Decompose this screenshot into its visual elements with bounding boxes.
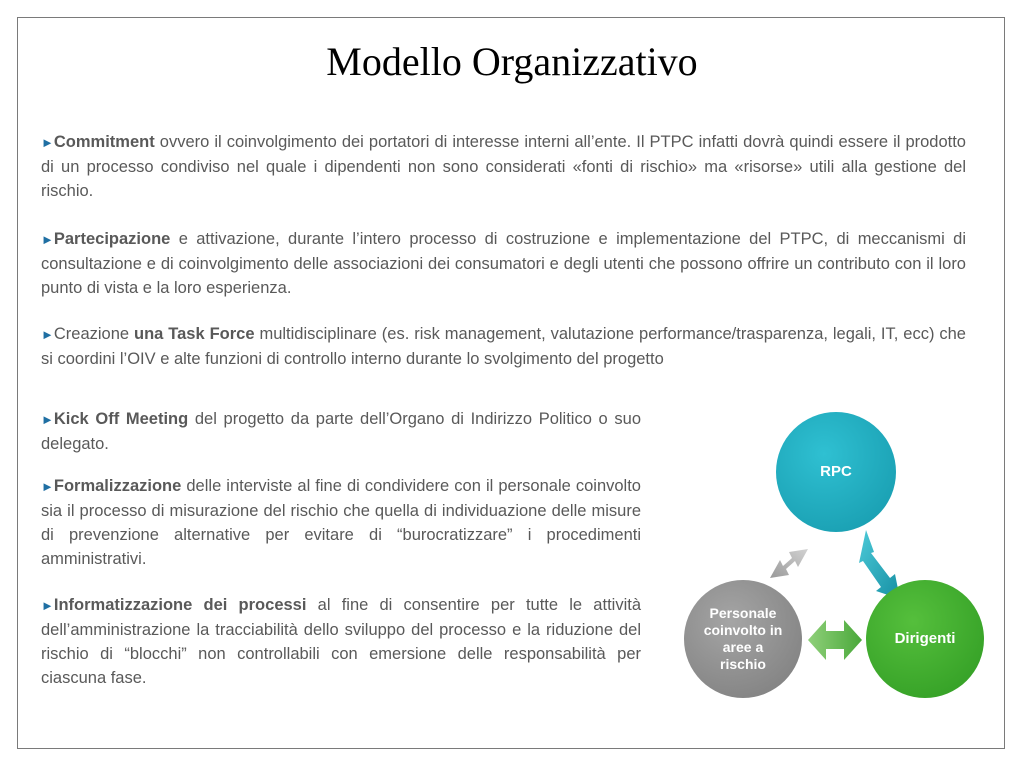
paragraph-text: del progetto da parte dell’Organo di Indirizzo Politico o suo delegato. — [41, 410, 641, 453]
paragraph-text: e attivazione, durante l’intero processo di costruzione e implementazione del PTPC, di meccanismi di consultazione e di coinvolgimento delle associazioni dei consumatori e degli utenti che possono offrire un contributo con il loro punto di vista e la loro esperienza. — [41, 230, 966, 297]
paragraph-bold: Informatizzazione dei processi — [53, 596, 307, 614]
paragraph-bold: una Task Force — [134, 325, 255, 343]
bullet-arrow-icon: ► — [41, 412, 54, 427]
paragraph-pre: Creazione — [53, 325, 135, 343]
bullet-arrow-icon: ► — [41, 327, 54, 342]
node-rpc — [776, 412, 896, 532]
bullet-arrow-icon: ► — [41, 232, 54, 247]
node-dirigenti — [866, 580, 984, 698]
node-label: Personale coinvolto in aree a rischio — [703, 605, 783, 672]
bullet-arrow-icon: ► — [41, 598, 54, 613]
paragraph-bold: Kick Off Meeting — [53, 410, 189, 428]
paragraph-bold: Commitment — [53, 133, 155, 151]
bullet-arrow-icon: ► — [41, 135, 54, 150]
paragraph-bold: Formalizzazione — [53, 477, 182, 495]
node-label: Dirigenti — [894, 630, 956, 647]
node-label: RPC — [820, 463, 852, 480]
bullet-arrow-icon: ► — [41, 479, 54, 494]
page-title: Modello Organizzativo — [326, 39, 698, 84]
node-personale — [684, 580, 802, 698]
paragraph-text: ovvero il coinvolgimento dei portatori di interesse interni all’ente. Il PTPC infatti dovrà quindi essere il prodotto di un processo condiviso nel quale i dipendenti non sono considerati «fonti di rischio» ma «risorse» utili alla gestione del rischio. — [41, 133, 966, 200]
paragraph-bold: Partecipazione — [53, 230, 171, 248]
paragraph-text: al fine di consentire per tutte le attività dell’amministrazione la tracciabilità dello sviluppo del processo e la riduzione del rischio di “blocchi” non controllabili con emersione delle responsabilità per ciascuna fase. — [41, 596, 641, 687]
double-arrow-personale-dirigenti — [808, 620, 862, 660]
paragraph-text: multidisciplinare (es. risk management, valutazione performance/trasparenza, legali, IT, ecc) che si coordini l’OIV e alte funzioni di controllo interno durante lo svolgimento del progetto — [41, 325, 966, 368]
double-arrow-personale-rpc — [770, 549, 808, 578]
paragraph-text: delle interviste al fine di condividere con il personale coinvolto sia il processo di misurazione del rischio che quella di individuazione delle misure di prevenzione alternative per evitare di “burocratizzare” i procedimenti amministrativi. — [41, 477, 641, 568]
